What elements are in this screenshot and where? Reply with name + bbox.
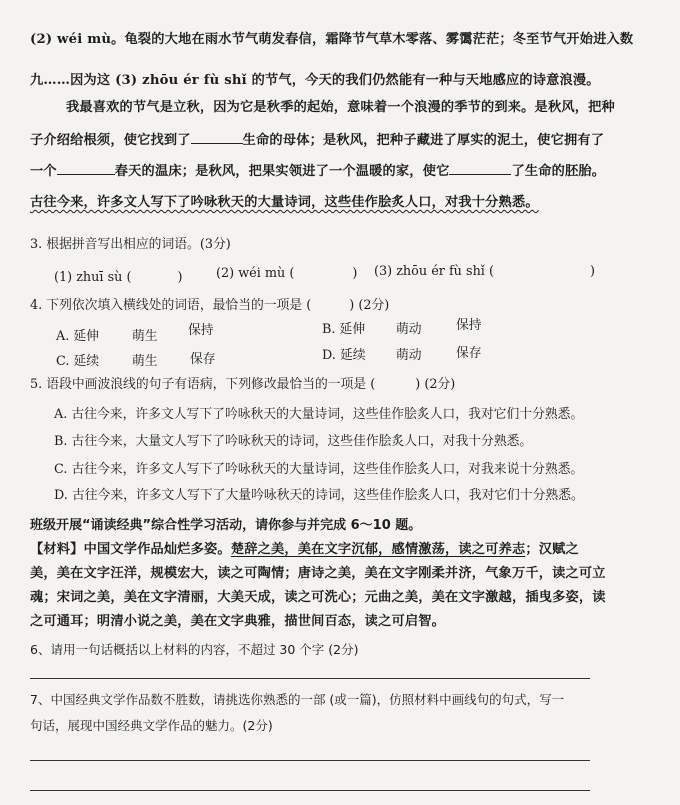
q7-title-line-2: 句话，展现中国经典文学作品的魅力。(2分): [30, 718, 273, 733]
passage-line-2: 九……因为这 (3) zhōu ér fù shǐ 的节气，今天的我们仍然能有一种与天地感应的诗意浪漫。: [30, 73, 600, 88]
q3-item-1: (1) zhuī sù ( ): [54, 270, 183, 285]
q3-item-2: (2) wéi mù ( ): [216, 266, 358, 281]
q4-title: 4. 下列依次填入横线处的词语，最恰当的一项是 ( ) (2分): [30, 298, 390, 313]
q6-title: 6、请用一句话概括以上材料的内容，不超过 30 个字 (2分): [30, 642, 359, 657]
q7-answer-line-2[interactable]: [30, 790, 590, 791]
q7-title-line-1: 7、中国经典文学作品数不胜数，请挑选你熟悉的一部 (或一篇)，仿照材料中画线句的句式，写一: [30, 692, 565, 707]
passage-line-4-b: 生命的母体；是秋风，把种子藏进了厚实的泥土，使它拥有了: [242, 133, 605, 148]
passage-line-3: 我最喜欢的节气是立秋，因为它是秋季的起始，意味着一个浪漫的季节的到来。是秋风，把种: [66, 100, 615, 115]
q6-answer-line[interactable]: [30, 678, 590, 679]
fill-blank-1[interactable]: [191, 129, 243, 144]
wavy-underlined-sentence: 古往今来，许多文人写下了吟咏秋天的大量诗词，这些佳作脍炙人口，对我十分熟悉。: [30, 195, 539, 210]
q5-option-a[interactable]: A. 古往今来，许多文人写下了吟咏秋天的大量诗词，这些佳作脍炙人口，我对它们十分熟悉。: [54, 407, 584, 422]
material-line-2: 美，美在文字汪洋，规模宏大，读之可陶情；唐诗之美，美在文字刚柔并济，气象万千，读之可立: [30, 566, 606, 581]
passage-line-5: [30, 160, 605, 182]
material-line-3: 魂；宋词之美，美在文字清丽，大美天成，读之可洗心；元曲之美，美在文字激越，插曳多姿，读: [30, 590, 606, 605]
q4-option-d[interactable]: D. 延续 萌动 保存: [322, 346, 482, 363]
model-sentence: 楚辞之美，美在文字沉郁，感情激荡，读之可养志: [230, 542, 526, 557]
q5-option-c[interactable]: C. 古往今来，许多文人写下了吟咏秋天的大量诗词，这些佳作脍炙人口，对我来说十分熟悉。: [54, 462, 584, 477]
activity-intro: 班级开展“诵读经典”综合性学习活动，请你参与并完成 6～10 题。: [30, 518, 422, 533]
q3-item-3: (3) zhōu ér fù shǐ ( ): [374, 264, 595, 279]
passage-line-5-a: 一个: [30, 164, 57, 179]
q5-option-b[interactable]: B. 古往今来，大量文人写下了吟咏秋天的诗词，这些佳作脍炙人口，对我十分熟悉。: [54, 434, 533, 449]
passage-line-1: (2) wéi mù。龟裂的大地在雨水节气萌发春信，霜降节气草木零落、雾霭茫茫；冬至节气开始进入数: [30, 32, 634, 47]
passage-line-5-c: 了生命的胚胎。: [511, 164, 606, 179]
material-line-4: 之可通耳；明清小说之美，美在文字典雅，描世间百态，读之可启智。: [30, 614, 446, 629]
material-label: 【材料】: [30, 542, 84, 557]
passage-line-5-b: 春天的温床；是秋风，把果实领进了一个温暖的家，使它: [114, 164, 450, 179]
q4-option-a[interactable]: A. 延伸 萌生 保持: [56, 323, 214, 344]
q4-option-c[interactable]: C. 延续 萌生 保存: [56, 352, 216, 369]
passage-line-4: [30, 129, 604, 151]
q4-option-b[interactable]: B. 延伸 萌动 保持: [322, 318, 482, 337]
q5-title: 5. 语段中画波浪线的句子有语病，下列修改最恰当的一项是 ( ) (2分): [30, 377, 456, 392]
q5-option-d[interactable]: D. 古往今来，许多文人写下了大量吟咏秋天的诗词，这些佳作脍炙人口，我对它们十分熟悉。: [54, 488, 584, 503]
q3-title: 3. 根据拼音写出相应的词语。(3分): [30, 237, 231, 252]
fill-blank-2[interactable]: [57, 160, 115, 175]
q7-answer-line-1[interactable]: [30, 760, 590, 761]
material-line-1: 【材料】中国文学作品灿烂多姿。楚辞之美，美在文字沉郁，感情激荡，读之可养志；汉赋之: [30, 542, 579, 557]
fill-blank-3[interactable]: [449, 160, 511, 175]
passage-line-4-a: 子介绍给根须，使它找到了: [30, 133, 191, 148]
